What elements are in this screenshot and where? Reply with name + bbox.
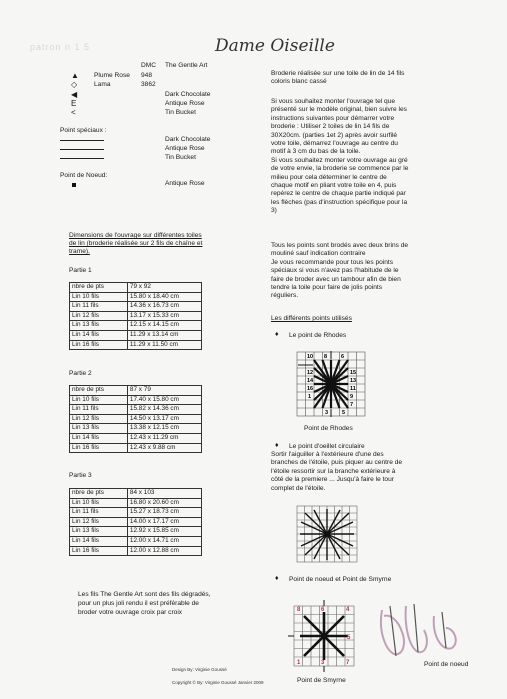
smyrne-number: 7 <box>346 660 350 666</box>
text-line: chaque motif en pliant votre toile en 4, puis <box>271 182 397 190</box>
table-cell: Lin 11 fils <box>70 302 128 312</box>
part-title: Partie 2 <box>69 370 92 377</box>
table-cell: Lin 12 fils <box>70 311 128 321</box>
table-cell: 13.17 x 15.33 cm <box>127 311 201 321</box>
table-cell: Lin 10 fils <box>70 292 128 302</box>
knot-stitch-sketch <box>376 602 468 660</box>
legend-name: Plume Rose <box>94 72 130 79</box>
rhodes-number: 7 <box>350 402 354 408</box>
knot-label: Point de Noeud: <box>60 172 108 179</box>
special-line <box>60 149 104 150</box>
table-cell: Lin 16 fils <box>70 340 128 350</box>
text-line: complet de l'étoile. <box>271 484 326 492</box>
table-row <box>70 414 202 424</box>
smyrne-caption: Point de Smyrne <box>297 677 346 684</box>
rhodes-number: 12 <box>307 370 314 376</box>
dimension-table <box>69 488 202 556</box>
bullet-icon: ♦ <box>275 575 279 582</box>
smyrne-number: 3 <box>321 660 325 666</box>
text-line: Broderie réalisée sur une toile de lin de 14 fils <box>271 70 405 77</box>
table-cell: 87 x 79 <box>127 386 201 396</box>
table-cell: 12.00 x 12.88 cm <box>127 546 201 556</box>
note-line: pour un plus joli rendu il est préférable de <box>78 600 199 607</box>
dimensions-heading: trame). <box>69 248 90 255</box>
knot-square-icon <box>72 183 76 187</box>
dimension-table <box>69 282 202 350</box>
table-cell: 12.43 x 9.88 cm <box>127 443 201 453</box>
rhodes-number: 15 <box>350 370 357 376</box>
table-row <box>70 292 202 302</box>
note-line: Les fils The Gentle Art sont des fils dégradés, <box>78 591 211 598</box>
table-row <box>70 546 202 556</box>
legend-gentle: Antique Rose <box>165 100 205 107</box>
table-cell: nbre de pts <box>70 283 128 293</box>
text-line: coloris blanc cassé <box>271 78 327 86</box>
table-cell: Lin 13 fils <box>70 424 128 434</box>
text-line: Je vous recommande pour tous les points <box>271 258 394 266</box>
table-cell: 11.29 x 11.50 cm <box>127 340 201 350</box>
part-title: Partie 3 <box>69 472 92 479</box>
part-title: Partie 1 <box>69 267 92 274</box>
rhodes-number: 1 <box>308 394 312 400</box>
bullet-icon: ♦ <box>275 331 279 338</box>
text-line: les flèches (pas d'instruction spécifique pour la <box>271 198 408 206</box>
text-line: milieu pour cela déterminer le centre de <box>271 173 387 181</box>
text-line: tendre la toile pour faire de jolis points <box>271 284 383 292</box>
smyrne-bullet: Point de noeud et Point de Smyrne <box>289 576 392 583</box>
smyrne-number: 8 <box>297 607 301 613</box>
table-cell: 12.15 x 14.15 cm <box>127 321 201 331</box>
legend-dmc: 3862 <box>141 81 156 88</box>
table-row <box>70 443 202 453</box>
intro-text <box>271 70 491 87</box>
legend-gentle: Dark Chocolate <box>165 91 211 98</box>
special-row: Tin Bucket <box>165 154 196 161</box>
noeud-caption: Point de noeud <box>424 661 469 668</box>
text-line: de votre envie, la broderie se commence par le <box>271 165 409 173</box>
smyrne-number: 6 <box>321 607 325 613</box>
oeillet-stitch-diagram <box>296 505 358 563</box>
text-line: spéciaux si vous n'avez pas l'habitude de le <box>271 267 399 275</box>
table-cell: 12.00 x 14.71 cm <box>127 536 201 546</box>
text-line: réguliers. <box>271 292 299 300</box>
text-line: 3) <box>271 207 277 215</box>
table-row <box>70 283 202 293</box>
table-cell: 12.43 x 11.29 cm <box>127 433 201 443</box>
table-cell: 14.36 x 16.73 cm <box>127 302 201 312</box>
letter-e-icon: E <box>71 99 77 108</box>
text-line: broderie : Utiliser 2 toiles de lin 14 fils de <box>271 123 390 131</box>
table-cell: Lin 14 fils <box>70 433 128 443</box>
table-cell: 16.80 x 20.60 cm <box>127 498 201 508</box>
rhodes-number: 9 <box>350 394 354 400</box>
table-row <box>70 321 202 331</box>
table-row <box>70 536 202 546</box>
chevron-left-icon: < <box>71 108 76 117</box>
table-cell: Lin 11 fils <box>70 405 128 415</box>
smyrne-stitch-diagram <box>288 600 360 672</box>
diamond-icon: ◇ <box>71 80 78 89</box>
table-cell: nbre de pts <box>70 489 128 499</box>
smyrne-number: 5 <box>347 635 351 641</box>
rhodes-number: 6 <box>341 354 345 360</box>
text-line: votre toile, démarrez l'ouvrage au centre du <box>271 140 398 148</box>
triangle-left-icon: ◀ <box>71 90 78 99</box>
page-title: Dame Oiseille <box>215 36 335 56</box>
rhodes-bullet: Le point de Rhodes <box>289 332 347 339</box>
dimension-table <box>69 385 202 453</box>
text-line: faire de broder avec un tambour afin de bien <box>271 275 401 283</box>
smyrne-number: 1 <box>297 660 301 666</box>
table-cell: Lin 16 fils <box>70 546 128 556</box>
text-line: Sortir l'aiguiller à l'extérieure d'une des <box>271 451 384 458</box>
table-cell: 79 x 92 <box>127 283 201 293</box>
rhodes-number: 8 <box>324 354 328 360</box>
text-line: repérez le centre de chaque partie indiqué par <box>271 190 406 198</box>
rhodes-caption: Point de Rhodes <box>304 425 353 432</box>
table-cell: 14.50 x 13.17 cm <box>127 414 201 424</box>
text-line: présenté sur le modèle original, bien suivre les <box>271 106 407 114</box>
dimensions-heading: de lin (broderie réalisée sur 2 fils de chaîne et <box>69 240 203 247</box>
dimensions-heading: Dimensions de l'ouvrage sur différentes toiles <box>69 232 202 239</box>
oeillet-text <box>271 451 491 493</box>
table-row <box>70 527 202 537</box>
text-line: branches de l'étoile, puis piquer au centre de <box>271 459 403 467</box>
text-line: Si vous souhaitez monter votre ouvrage au gré <box>271 156 408 164</box>
table-cell: 12.92 x 15.85 cm <box>127 527 201 537</box>
triangle-up-icon: ▲ <box>71 71 79 80</box>
rhodes-number: 3 <box>325 410 329 416</box>
rhodes-number: 13 <box>350 378 357 384</box>
note-line: broder votre ouvrage croix par croix <box>78 609 183 616</box>
rhodes-number: 10 <box>307 354 314 360</box>
threads-paragraph <box>271 242 491 301</box>
table-row <box>70 405 202 415</box>
special-row: Dark Chocolate <box>165 136 211 143</box>
special-line <box>60 140 104 141</box>
rhodes-stitch-diagram <box>296 351 366 417</box>
legend-gentle: Tin Bucket <box>165 109 196 116</box>
table-row <box>70 395 202 405</box>
table-cell: Lin 13 fils <box>70 321 128 331</box>
table-cell: Lin 14 fils <box>70 330 128 340</box>
table-cell: Lin 10 fils <box>70 395 128 405</box>
text-line: Si vous souhaitez monter l'ouvrage tel que <box>271 98 396 105</box>
table-cell: 11.29 x 13.14 cm <box>127 330 201 340</box>
special-row: Antique Rose <box>165 145 205 152</box>
table-cell: Lin 11 fils <box>70 508 128 518</box>
table-row <box>70 489 202 499</box>
legend-col-gentle: The Gentle Art <box>165 62 208 69</box>
rhodes-number: 11 <box>350 386 356 392</box>
rhodes-number: 16 <box>307 386 314 392</box>
table-row <box>70 517 202 527</box>
table-cell: 17.40 x 15.80 cm <box>127 395 201 405</box>
text-line: l'étoile ressortir sur la branche extérieure à <box>271 467 396 475</box>
points-heading: Les différents points utilisés <box>271 315 352 322</box>
table-cell: Lin 12 fils <box>70 414 128 424</box>
knot-row: Antique Rose <box>165 180 205 187</box>
table-cell: nbre de pts <box>70 386 128 396</box>
rhodes-number: 5 <box>342 410 346 416</box>
copyright: Copyright © By: Virginie Goussé Janvier 2009 <box>172 680 264 685</box>
bullet-icon: ♦ <box>275 442 279 449</box>
rhodes-number: 14 <box>307 378 314 384</box>
instructions-paragraph <box>271 98 491 216</box>
special-points-label: Point spéciaux : <box>60 127 107 134</box>
table-cell: 15.80 x 18.40 cm <box>127 292 201 302</box>
table-cell: Lin 16 fils <box>70 443 128 453</box>
smyrne-number: 4 <box>346 607 350 613</box>
special-line <box>60 158 104 159</box>
table-row <box>70 498 202 508</box>
table-cell: Lin 14 fils <box>70 536 128 546</box>
table-row <box>70 302 202 312</box>
table-cell: Lin 12 fils <box>70 517 128 527</box>
legend-dmc: 948 <box>141 72 153 79</box>
table-cell: 14.00 x 17.17 cm <box>127 517 201 527</box>
table-row <box>70 386 202 396</box>
text-line: motif à 3 cm du bas de la toile. <box>271 148 361 156</box>
design-credit: Design By: Virginie Goussé <box>172 667 227 672</box>
table-row <box>70 424 202 434</box>
table-cell: 84 x 103 <box>127 489 201 499</box>
table-cell: Lin 13 fils <box>70 527 128 537</box>
text-line: mouliné sauf indication contraire <box>271 250 366 258</box>
table-cell: Lin 10 fils <box>70 498 128 508</box>
text-line: instructions suivantes pour démarrer votre <box>271 114 395 122</box>
legend-name: Lama <box>94 81 111 88</box>
oeillet-bullet: Le point d'oeillet circulaire <box>289 443 365 450</box>
table-cell: 15.82 x 14.36 cm <box>127 405 201 415</box>
table-cell: 15.27 x 18.73 cm <box>127 508 201 518</box>
legend-col-dmc: DMC <box>141 62 157 69</box>
text-line: Tous les points sont brodés avec deux brins de <box>271 242 409 249</box>
ghost-text: patron n 1 5 <box>30 42 91 52</box>
table-row <box>70 311 202 321</box>
table-row <box>70 433 202 443</box>
table-row <box>70 330 202 340</box>
table-row <box>70 340 202 350</box>
table-cell: 13.38 x 12.15 cm <box>127 424 201 434</box>
text-line: côté de la premiere ... Jusqu'à faire le tour <box>271 476 394 484</box>
table-row <box>70 508 202 518</box>
text-line: 30X20cm. (parties 1et 2) après avoir surfilé <box>271 131 398 139</box>
